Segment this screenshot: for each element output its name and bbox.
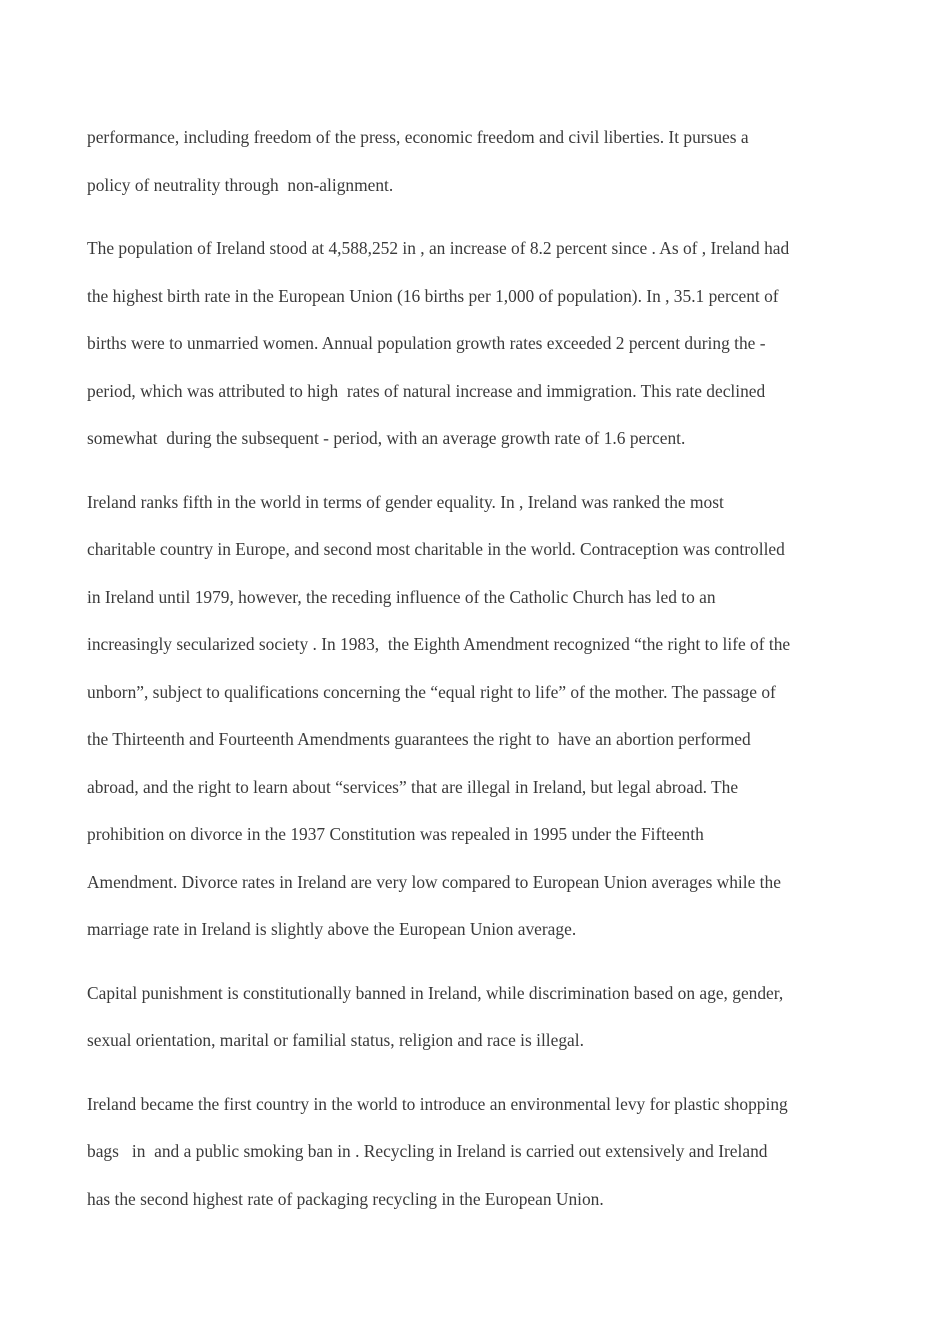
text-line: prohibition on divorce in the 1937 Constitution was repealed in 1995 under the Fifteenth [87, 824, 704, 844]
text-line: unborn”, subject to qualifications concerning the “equal right to life” of the mother. The passage of [87, 681, 776, 702]
text-line: Amendment. Divorce rates in Ireland are very low compared to European Union averages while the [87, 871, 781, 892]
document-body [87, 114, 867, 1239]
text-line: bags in and a public smoking ban in . Recycling in Ireland is carried out extensively and Ireland [87, 1141, 768, 1161]
text-line: has the second highest rate of packaging recycling in the European Union. [87, 1188, 604, 1209]
text-line: in Ireland until 1979, however, the receding influence of the Catholic Church has led to an [87, 586, 716, 607]
text-line: Ireland became the first country in the world to introduce an environmental levy for plastic shopping [87, 1093, 788, 1114]
text-line: performance, including freedom of the press, economic freedom and civil liberties. It pursues a [87, 127, 749, 147]
text-line: increasingly secularized society . In 1983, the Eighth Amendment recognized “the right to life of the [87, 634, 791, 654]
text-line: policy of neutrality through non-alignment. [87, 174, 394, 195]
text-line: births were to unmarried women. Annual population growth rates exceeded 2 percent during the - [87, 333, 766, 353]
text-line: Ireland ranks fifth in the world in terms of gender equality. In , Ireland was ranked the most [87, 491, 724, 512]
text-line: abroad, and the right to learn about “services” that are illegal in Ireland, but legal abroad. The [87, 776, 739, 797]
text-line: Capital punishment is constitutionally banned in Ireland, while discrimination based on age, gender, [87, 982, 784, 1003]
paragraph-environment [87, 1081, 867, 1224]
paragraph-capital-punishment [87, 970, 867, 1065]
text-line: the Thirteenth and Fourteenth Amendments guarantees the right to have an abortion performed [87, 729, 751, 749]
text-line: marriage rate in Ireland is slightly above the European Union average. [87, 919, 577, 939]
text-line: charitable country in Europe, and second most charitable in the world. Contraception was controlled [87, 539, 785, 559]
paragraph-gender-equality [87, 479, 867, 954]
text-line: somewhat during the subsequent - period, with an average growth rate of 1.6 percent. [87, 428, 686, 448]
text-line: The population of Ireland stood at 4,588,252 in , an increase of 8.2 percent since . As of , Ireland had [87, 238, 790, 258]
text-line: the highest birth rate in the European Union (16 births per 1,000 of population). In , 35.1 percent of [87, 285, 779, 306]
paragraph-political-rankings [87, 114, 867, 209]
paragraph-population [87, 225, 867, 463]
text-line: period, which was attributed to high rates of natural increase and immigration. This rate declined [87, 380, 766, 401]
text-line: sexual orientation, marital or familial status, religion and race is illegal. [87, 1030, 584, 1050]
